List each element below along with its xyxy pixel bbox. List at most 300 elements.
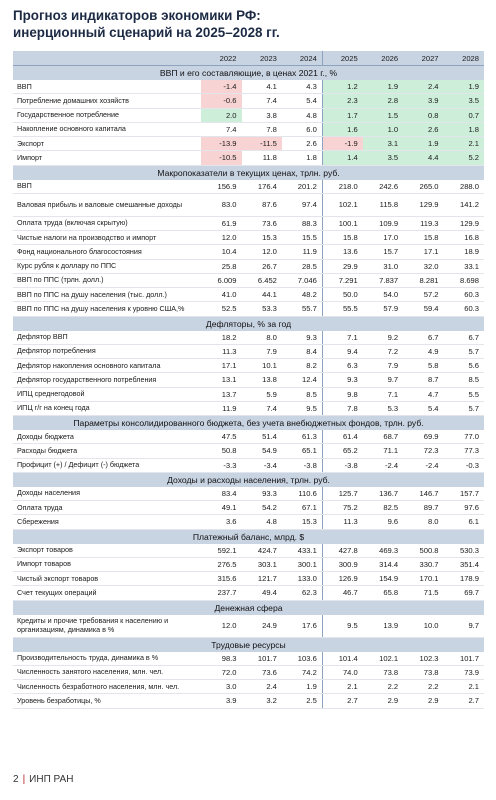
value-cell: 73.6 [242,216,282,230]
year-header: 2024 [282,51,322,66]
row-label: Оплата труда (включая скрытую) [13,216,201,230]
value-cell: 8.2 [282,359,322,373]
value-cell: 424.7 [242,544,282,558]
value-cell: 54.0 [363,288,403,302]
value-cell: 427.8 [322,544,362,558]
value-cell: 65.1 [282,444,322,458]
value-cell: 46.7 [322,586,362,600]
table-row [13,180,484,194]
table-row [13,665,484,679]
section-header-row [13,600,484,615]
value-cell: 8.5 [282,387,322,401]
value-cell: 7.4 [242,94,282,108]
value-cell: 2.6 [282,137,322,151]
value-cell: 5.7 [444,344,484,358]
row-label: ИПЦ среднегодовой [13,387,201,401]
value-cell: 73.6 [242,665,282,679]
value-cell: 97.4 [282,193,322,216]
value-cell: 102.3 [403,652,443,666]
table-row [13,288,484,302]
table-row [13,80,484,94]
value-cell: -11.5 [242,137,282,151]
value-cell: 54.9 [242,444,282,458]
table-row [13,515,484,529]
section-header-row [13,165,484,180]
value-cell: 18.2 [201,331,241,345]
value-cell: 9.7 [363,373,403,387]
value-cell: 1.8 [282,151,322,165]
value-cell: 102.1 [363,652,403,666]
row-label: Накопление основного капитала [13,122,201,136]
value-cell: 3.9 [403,94,443,108]
header-blank [13,51,201,66]
value-cell: 110.6 [282,487,322,501]
value-cell: 9.6 [363,515,403,529]
value-cell: 61.3 [282,430,322,444]
value-cell: 2.7 [444,694,484,708]
value-cell: 2.4 [242,680,282,694]
value-cell: 288.0 [444,180,484,194]
value-cell: 53.3 [242,302,282,316]
table-row [13,344,484,358]
value-cell: 7.2 [363,344,403,358]
value-cell: 3.1 [363,137,403,151]
value-cell: 13.8 [242,373,282,387]
value-cell: 6.009 [201,273,241,287]
value-cell: 17.0 [363,231,403,245]
value-cell: 7.1 [322,331,362,345]
table-row [13,373,484,387]
value-cell: 13.9 [363,615,403,638]
table-row [13,216,484,230]
value-cell: 24.9 [242,615,282,638]
value-cell: 237.7 [201,586,241,600]
value-cell: 49.4 [242,586,282,600]
value-cell: 57.9 [363,302,403,316]
value-cell: -1.4 [201,80,241,94]
section-header-row [13,66,484,81]
value-cell: 15.3 [282,515,322,529]
year-header: 2028 [444,51,484,66]
value-cell: 201.2 [282,180,322,194]
forecast-table [13,51,484,709]
value-cell: 469.3 [363,544,403,558]
value-cell: 8.281 [403,273,443,287]
value-cell: 74.2 [282,665,322,679]
value-cell: 4.1 [242,80,282,94]
value-cell: 100.1 [322,216,362,230]
value-cell: 54.2 [242,501,282,515]
value-cell: 29.9 [322,259,362,273]
value-cell: 3.6 [201,515,241,529]
row-label: ВВП [13,80,201,94]
value-cell: 31.0 [363,259,403,273]
year-header: 2026 [363,51,403,66]
table-row [13,259,484,273]
value-cell: 17.1 [201,359,241,373]
value-cell: 9.3 [282,331,322,345]
value-cell: 67.1 [282,501,322,515]
value-cell: 13.1 [201,373,241,387]
value-cell: 7.8 [242,122,282,136]
value-cell: 4.9 [403,344,443,358]
value-cell: 8.4 [282,344,322,358]
value-cell: 530.3 [444,544,484,558]
value-cell: 5.4 [403,401,443,415]
section-title: Трудовые ресурсы [13,637,484,652]
table-row [13,615,484,638]
value-cell: 4.7 [403,387,443,401]
value-cell: 1.9 [282,680,322,694]
value-cell: 157.7 [444,487,484,501]
value-cell: 77.3 [444,444,484,458]
page-title [13,7,483,41]
value-cell: 97.6 [444,501,484,515]
table-row [13,331,484,345]
value-cell: 50.8 [201,444,241,458]
row-label: Уровень безработицы, % [13,694,201,708]
value-cell: 83.0 [201,193,241,216]
value-cell: 8.7 [403,373,443,387]
value-cell: 17.6 [282,615,322,638]
value-cell: 5.6 [444,359,484,373]
value-cell: 0.8 [403,108,443,122]
section-title: ВВП и его составляющие, в ценах 2021 г., % [13,66,484,81]
value-cell: 61.4 [322,430,362,444]
value-cell: 8.0 [403,515,443,529]
value-cell: 12.4 [282,373,322,387]
value-cell: 18.9 [444,245,484,259]
row-label: Производительность труда, динамика в % [13,652,201,666]
value-cell: 5.9 [242,387,282,401]
value-cell: 1.9 [444,80,484,94]
section-title: Доходы и расходы населения, трлн. руб. [13,472,484,487]
value-cell: 1.0 [363,122,403,136]
table-body [13,66,484,709]
value-cell: 7.4 [242,401,282,415]
row-label: Профицит (+) / Дефицит (-) бюджета [13,458,201,472]
value-cell: 3.0 [201,680,241,694]
value-cell: 47.5 [201,430,241,444]
value-cell: 41.0 [201,288,241,302]
footer-divider: | [22,774,26,785]
value-cell: 9.4 [322,344,362,358]
value-cell: 28.5 [282,259,322,273]
year-header: 2025 [322,51,362,66]
value-cell: 15.8 [322,231,362,245]
value-cell: 102.1 [322,193,362,216]
value-cell: 265.0 [403,180,443,194]
value-cell: 9.8 [322,387,362,401]
value-cell: 73.8 [403,665,443,679]
value-cell: 11.8 [242,151,282,165]
value-cell: 72.0 [201,665,241,679]
value-cell: 300.1 [282,557,322,571]
value-cell: 2.2 [363,680,403,694]
table-row [13,544,484,558]
row-label: Численность безработного населения, млн. чел. [13,680,201,694]
value-cell: 10.4 [201,245,241,259]
value-cell: -2.4 [363,458,403,472]
value-cell: 4.4 [403,151,443,165]
value-cell: 15.7 [363,245,403,259]
value-cell: 11.9 [282,245,322,259]
row-label: Сбережения [13,515,201,529]
value-cell: -3.8 [282,458,322,472]
value-cell: 2.5 [282,694,322,708]
row-label: Импорт [13,151,201,165]
row-label: Экспорт товаров [13,544,201,558]
value-cell: 7.291 [322,273,362,287]
row-label: Счет текущих операций [13,586,201,600]
value-cell: 2.3 [322,94,362,108]
value-cell: 82.5 [363,501,403,515]
value-cell: 83.4 [201,487,241,501]
value-cell: 1.7 [322,108,362,122]
value-cell: 51.4 [242,430,282,444]
value-cell: 75.2 [322,501,362,515]
row-label: Валовая прибыль и валовые смешанные доходы [13,193,201,216]
value-cell: 11.9 [201,401,241,415]
value-cell: 71.5 [403,586,443,600]
table-row [13,108,484,122]
value-cell: 7.837 [363,273,403,287]
page-number: 2 [13,774,19,785]
value-cell: 300.9 [322,557,362,571]
value-cell: 72.3 [403,444,443,458]
value-cell: 15.5 [282,231,322,245]
value-cell: 2.1 [444,137,484,151]
value-cell: 33.1 [444,259,484,273]
value-cell: 242.6 [363,180,403,194]
row-label: Дефлятор потребления [13,344,201,358]
section-title: Платежный баланс, млрд. $ [13,529,484,544]
value-cell: 156.9 [201,180,241,194]
value-cell: 6.0 [282,122,322,136]
value-cell: 15.8 [403,231,443,245]
year-header-row [13,51,484,66]
value-cell: 57.2 [403,288,443,302]
value-cell: 98.3 [201,652,241,666]
value-cell: -2.4 [403,458,443,472]
table-row [13,572,484,586]
value-cell: 5.3 [363,401,403,415]
table-row [13,151,484,165]
value-cell: 101.4 [322,652,362,666]
row-label: Дефлятор ВВП [13,331,201,345]
value-cell: 146.7 [403,487,443,501]
value-cell: 55.5 [322,302,362,316]
value-cell: 13.6 [322,245,362,259]
table-row [13,586,484,600]
value-cell: 5.5 [444,387,484,401]
table-row [13,401,484,415]
row-label: Курс рубля к доллару по ППС [13,259,201,273]
value-cell: 49.1 [201,501,241,515]
value-cell: 77.0 [444,430,484,444]
value-cell: 592.1 [201,544,241,558]
value-cell: 2.6 [403,122,443,136]
value-cell: 3.8 [242,108,282,122]
value-cell: 65.2 [322,444,362,458]
table-row [13,387,484,401]
row-label: ВВП по ППС на душу населения к уровню США,% [13,302,201,316]
value-cell: 15.3 [242,231,282,245]
value-cell: 62.3 [282,586,322,600]
table-row [13,487,484,501]
value-cell: 126.9 [322,572,362,586]
value-cell: -0.6 [201,94,241,108]
value-cell: 141.2 [444,193,484,216]
value-cell: 0.7 [444,108,484,122]
value-cell: 314.4 [363,557,403,571]
value-cell: 3.9 [201,694,241,708]
section-header-row [13,416,484,431]
table-row [13,302,484,316]
value-cell: 4.8 [242,515,282,529]
value-cell: 59.4 [403,302,443,316]
value-cell: 121.7 [242,572,282,586]
value-cell: 73.8 [363,665,403,679]
value-cell: 3.5 [444,94,484,108]
value-cell: 26.7 [242,259,282,273]
value-cell: 55.7 [282,302,322,316]
value-cell: 2.9 [403,694,443,708]
value-cell: 13.7 [201,387,241,401]
value-cell: 1.9 [363,80,403,94]
section-header-row [13,637,484,652]
value-cell: 125.7 [322,487,362,501]
section-title: Денежная сфера [13,600,484,615]
value-cell: 7.9 [242,344,282,358]
value-cell: 11.3 [322,515,362,529]
value-cell: 9.7 [444,615,484,638]
footer-organization: ИНП РАН [29,774,74,785]
value-cell: 69.9 [403,430,443,444]
table-row [13,231,484,245]
table-row [13,273,484,287]
table-row [13,193,484,216]
value-cell: 52.5 [201,302,241,316]
value-cell: -1.9 [322,137,362,151]
value-cell: 433.1 [282,544,322,558]
section-header-row [13,472,484,487]
value-cell: 101.7 [444,652,484,666]
value-cell: 88.3 [282,216,322,230]
page-footer [13,774,73,785]
value-cell: 351.4 [444,557,484,571]
value-cell: 129.9 [444,216,484,230]
value-cell: 93.3 [242,487,282,501]
value-cell: 87.6 [242,193,282,216]
value-cell: 7.8 [322,401,362,415]
value-cell: 2.1 [444,680,484,694]
value-cell: 61.9 [201,216,241,230]
value-cell: 74.0 [322,665,362,679]
value-cell: 7.046 [282,273,322,287]
section-title: Макропоказатели в текущих ценах, трлн. руб. [13,165,484,180]
value-cell: 6.7 [403,331,443,345]
value-cell: 2.9 [363,694,403,708]
value-cell: 17.1 [403,245,443,259]
value-cell: 4.3 [282,80,322,94]
value-cell: 2.1 [322,680,362,694]
year-header: 2023 [242,51,282,66]
section-title: Параметры консолидированного бюджета, без учета внебюджетных фондов, трлн. руб. [13,416,484,431]
value-cell: 1.2 [322,80,362,94]
value-cell: 50.0 [322,288,362,302]
value-cell: 119.3 [403,216,443,230]
value-cell: 4.8 [282,108,322,122]
row-label: Фонд национального благосостояния [13,245,201,259]
table-row [13,694,484,708]
value-cell: 44.1 [242,288,282,302]
value-cell: 6.7 [444,331,484,345]
value-cell: 9.5 [322,615,362,638]
value-cell: 2.7 [322,694,362,708]
value-cell: 16.8 [444,231,484,245]
table-row [13,652,484,666]
value-cell: 154.9 [363,572,403,586]
row-label: Экспорт [13,137,201,151]
value-cell: 69.7 [444,586,484,600]
value-cell: -3.8 [322,458,362,472]
title-line-2: инерционный сценарий на 2025–2028 гг. [13,25,280,40]
row-label: Дефлятор накопления основного капитала [13,359,201,373]
value-cell: 2.4 [403,80,443,94]
value-cell: 2.8 [363,94,403,108]
value-cell: 9.3 [322,373,362,387]
value-cell: -10.5 [201,151,241,165]
value-cell: -13.9 [201,137,241,151]
value-cell: 1.8 [444,122,484,136]
row-label: Чистые налоги на производство и импорт [13,231,201,245]
row-label: ИПЦ г/г на конец года [13,401,201,415]
value-cell: 276.5 [201,557,241,571]
value-cell: 48.2 [282,288,322,302]
value-cell: 5.8 [403,359,443,373]
value-cell: 330.7 [403,557,443,571]
row-label: ВВП [13,180,201,194]
value-cell: 6.1 [444,515,484,529]
value-cell: 2.0 [201,108,241,122]
value-cell: 1.9 [403,137,443,151]
value-cell: 170.1 [403,572,443,586]
value-cell: 25.8 [201,259,241,273]
value-cell: -3.4 [242,458,282,472]
row-label: ВВП по ППС на душу населения (тыс. долл.) [13,288,201,302]
table-row [13,430,484,444]
table-row [13,94,484,108]
value-cell: 6.3 [322,359,362,373]
value-cell: 9.5 [282,401,322,415]
value-cell: 136.7 [363,487,403,501]
value-cell: 115.8 [363,193,403,216]
table-row [13,680,484,694]
table-row [13,245,484,259]
value-cell: 12.0 [201,231,241,245]
row-label: Потребление домашних хозяйств [13,94,201,108]
value-cell: 7.9 [363,359,403,373]
value-cell: 89.7 [403,501,443,515]
value-cell: 178.9 [444,572,484,586]
value-cell: 32.0 [403,259,443,273]
row-label: Государственное потребление [13,108,201,122]
value-cell: 71.1 [363,444,403,458]
row-label: Чистый экспорт товаров [13,572,201,586]
value-cell: 3.2 [242,694,282,708]
row-label: Доходы бюджета [13,430,201,444]
